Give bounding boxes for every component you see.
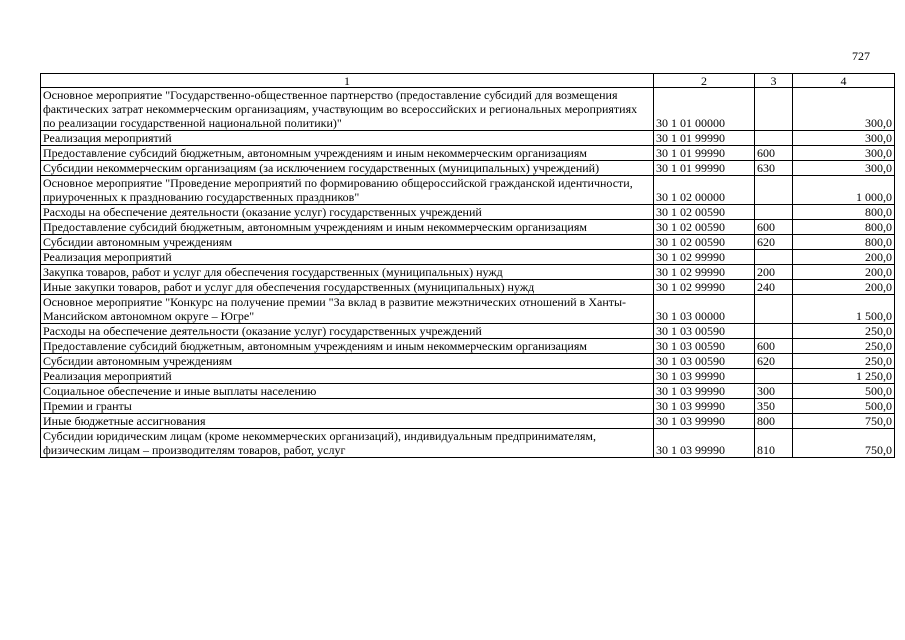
cell-name: Закупка товаров, работ и услуг для обеспечения государственных (муниципальных) нужд xyxy=(41,265,654,280)
cell-code: 30 1 03 00590 xyxy=(654,354,755,369)
cell-code: 30 1 02 00590 xyxy=(654,220,755,235)
cell-expense-kind: 620 xyxy=(755,354,793,369)
cell-expense-kind xyxy=(755,369,793,384)
cell-expense-kind xyxy=(755,324,793,339)
cell-sum: 200,0 xyxy=(793,265,895,280)
table-row xyxy=(41,161,895,176)
cell-expense-kind: 600 xyxy=(755,339,793,354)
table-row xyxy=(41,354,895,369)
table-row xyxy=(41,339,895,354)
table-row xyxy=(41,369,895,384)
cell-code: 30 1 01 99990 xyxy=(654,131,755,146)
cell-sum: 300,0 xyxy=(793,131,895,146)
cell-sum: 1 000,0 xyxy=(793,176,895,205)
cell-sum: 300,0 xyxy=(793,88,895,131)
cell-name: Субсидии некоммерческим организациям (за исключением государственных (муниципальных) учреждений) xyxy=(41,161,654,176)
cell-name: Основное мероприятие "Проведение мероприятий по формированию общероссийской гражданской идентичности, приуроченных к празднованию государственных праздников" xyxy=(41,176,654,205)
cell-expense-kind: 600 xyxy=(755,146,793,161)
cell-code: 30 1 01 00000 xyxy=(654,88,755,131)
cell-name: Субсидии автономным учреждениям xyxy=(41,235,654,250)
cell-code: 30 1 03 99990 xyxy=(654,414,755,429)
cell-expense-kind xyxy=(755,205,793,220)
cell-code: 30 1 02 00000 xyxy=(654,176,755,205)
cell-sum: 500,0 xyxy=(793,384,895,399)
cell-name: Основное мероприятие "Государственно-общественное партнерство (предоставление субсидий для возмещения фактических затрат некоммерческим организациям, участвующим во всероссийских и региональных мероприятиях по реализации государственной национальной политики)" xyxy=(41,88,654,131)
column-header-name: 1 xyxy=(41,74,654,88)
cell-code: 30 1 02 99990 xyxy=(654,250,755,265)
cell-code: 30 1 03 00590 xyxy=(654,324,755,339)
table-row xyxy=(41,399,895,414)
cell-name: Реализация мероприятий xyxy=(41,250,654,265)
cell-sum: 750,0 xyxy=(793,414,895,429)
cell-sum: 800,0 xyxy=(793,235,895,250)
page-number: 727 xyxy=(852,49,870,63)
cell-sum: 200,0 xyxy=(793,280,895,295)
table-row xyxy=(41,429,895,458)
cell-sum: 250,0 xyxy=(793,324,895,339)
cell-code: 30 1 02 99990 xyxy=(654,280,755,295)
cell-expense-kind: 800 xyxy=(755,414,793,429)
table-row xyxy=(41,280,895,295)
table-row xyxy=(41,295,895,324)
cell-name: Премии и гранты xyxy=(41,399,654,414)
cell-expense-kind xyxy=(755,176,793,205)
cell-expense-kind: 200 xyxy=(755,265,793,280)
table-row xyxy=(41,414,895,429)
cell-sum: 800,0 xyxy=(793,220,895,235)
cell-code: 30 1 02 99990 xyxy=(654,265,755,280)
cell-expense-kind: 350 xyxy=(755,399,793,414)
cell-sum: 250,0 xyxy=(793,354,895,369)
column-header-kind: 3 xyxy=(755,74,793,88)
cell-name: Иные закупки товаров, работ и услуг для обеспечения государственных (муниципальных) нужд xyxy=(41,280,654,295)
table-row xyxy=(41,131,895,146)
cell-expense-kind xyxy=(755,88,793,131)
cell-sum: 750,0 xyxy=(793,429,895,458)
cell-code: 30 1 03 99990 xyxy=(654,399,755,414)
table-row xyxy=(41,220,895,235)
table-row xyxy=(41,146,895,161)
cell-name: Предоставление субсидий бюджетным, автономным учреждениям и иным некоммерческим организациям xyxy=(41,220,654,235)
cell-sum: 1 250,0 xyxy=(793,369,895,384)
table-row xyxy=(41,324,895,339)
table-row xyxy=(41,250,895,265)
table-header-row xyxy=(41,74,895,88)
cell-expense-kind: 300 xyxy=(755,384,793,399)
cell-code: 30 1 03 00590 xyxy=(654,339,755,354)
cell-expense-kind xyxy=(755,295,793,324)
cell-expense-kind: 810 xyxy=(755,429,793,458)
cell-expense-kind: 630 xyxy=(755,161,793,176)
table-row xyxy=(41,205,895,220)
table-row xyxy=(41,176,895,205)
cell-name: Иные бюджетные ассигнования xyxy=(41,414,654,429)
table-row xyxy=(41,235,895,250)
cell-sum: 200,0 xyxy=(793,250,895,265)
cell-name: Предоставление субсидий бюджетным, автономным учреждениям и иным некоммерческим организациям xyxy=(41,339,654,354)
cell-expense-kind xyxy=(755,250,793,265)
cell-expense-kind: 600 xyxy=(755,220,793,235)
cell-sum: 300,0 xyxy=(793,161,895,176)
budget-table xyxy=(40,73,895,458)
cell-code: 30 1 02 00590 xyxy=(654,205,755,220)
column-header-code: 2 xyxy=(654,74,755,88)
cell-expense-kind: 620 xyxy=(755,235,793,250)
cell-name: Субсидии автономным учреждениям xyxy=(41,354,654,369)
table-row xyxy=(41,384,895,399)
cell-code: 30 1 03 99990 xyxy=(654,429,755,458)
cell-code: 30 1 02 00590 xyxy=(654,235,755,250)
cell-expense-kind: 240 xyxy=(755,280,793,295)
cell-code: 30 1 03 00000 xyxy=(654,295,755,324)
cell-expense-kind xyxy=(755,131,793,146)
table-row xyxy=(41,88,895,131)
cell-code: 30 1 03 99990 xyxy=(654,369,755,384)
cell-sum: 250,0 xyxy=(793,339,895,354)
table-row xyxy=(41,265,895,280)
cell-sum: 1 500,0 xyxy=(793,295,895,324)
cell-sum: 500,0 xyxy=(793,399,895,414)
cell-sum: 800,0 xyxy=(793,205,895,220)
cell-code: 30 1 01 99990 xyxy=(654,146,755,161)
cell-name: Предоставление субсидий бюджетным, автономным учреждениям и иным некоммерческим организациям xyxy=(41,146,654,161)
cell-name: Расходы на обеспечение деятельности (оказание услуг) государственных учреждений xyxy=(41,205,654,220)
cell-name: Субсидии юридическим лицам (кроме некоммерческих организаций), индивидуальным предпринимателям, физическим лицам – производителям товаров, работ, услуг xyxy=(41,429,654,458)
cell-code: 30 1 01 99990 xyxy=(654,161,755,176)
cell-name: Основное мероприятие "Конкурс на получение премии "За вклад в развитие межэтнических отношений в Ханты-Мансийском автономном округе – Югре" xyxy=(41,295,654,324)
column-header-sum: 4 xyxy=(793,74,895,88)
cell-name: Реализация мероприятий xyxy=(41,131,654,146)
cell-name: Расходы на обеспечение деятельности (оказание услуг) государственных учреждений xyxy=(41,324,654,339)
cell-sum: 300,0 xyxy=(793,146,895,161)
cell-name: Реализация мероприятий xyxy=(41,369,654,384)
cell-name: Социальное обеспечение и иные выплаты населению xyxy=(41,384,654,399)
cell-code: 30 1 03 99990 xyxy=(654,384,755,399)
